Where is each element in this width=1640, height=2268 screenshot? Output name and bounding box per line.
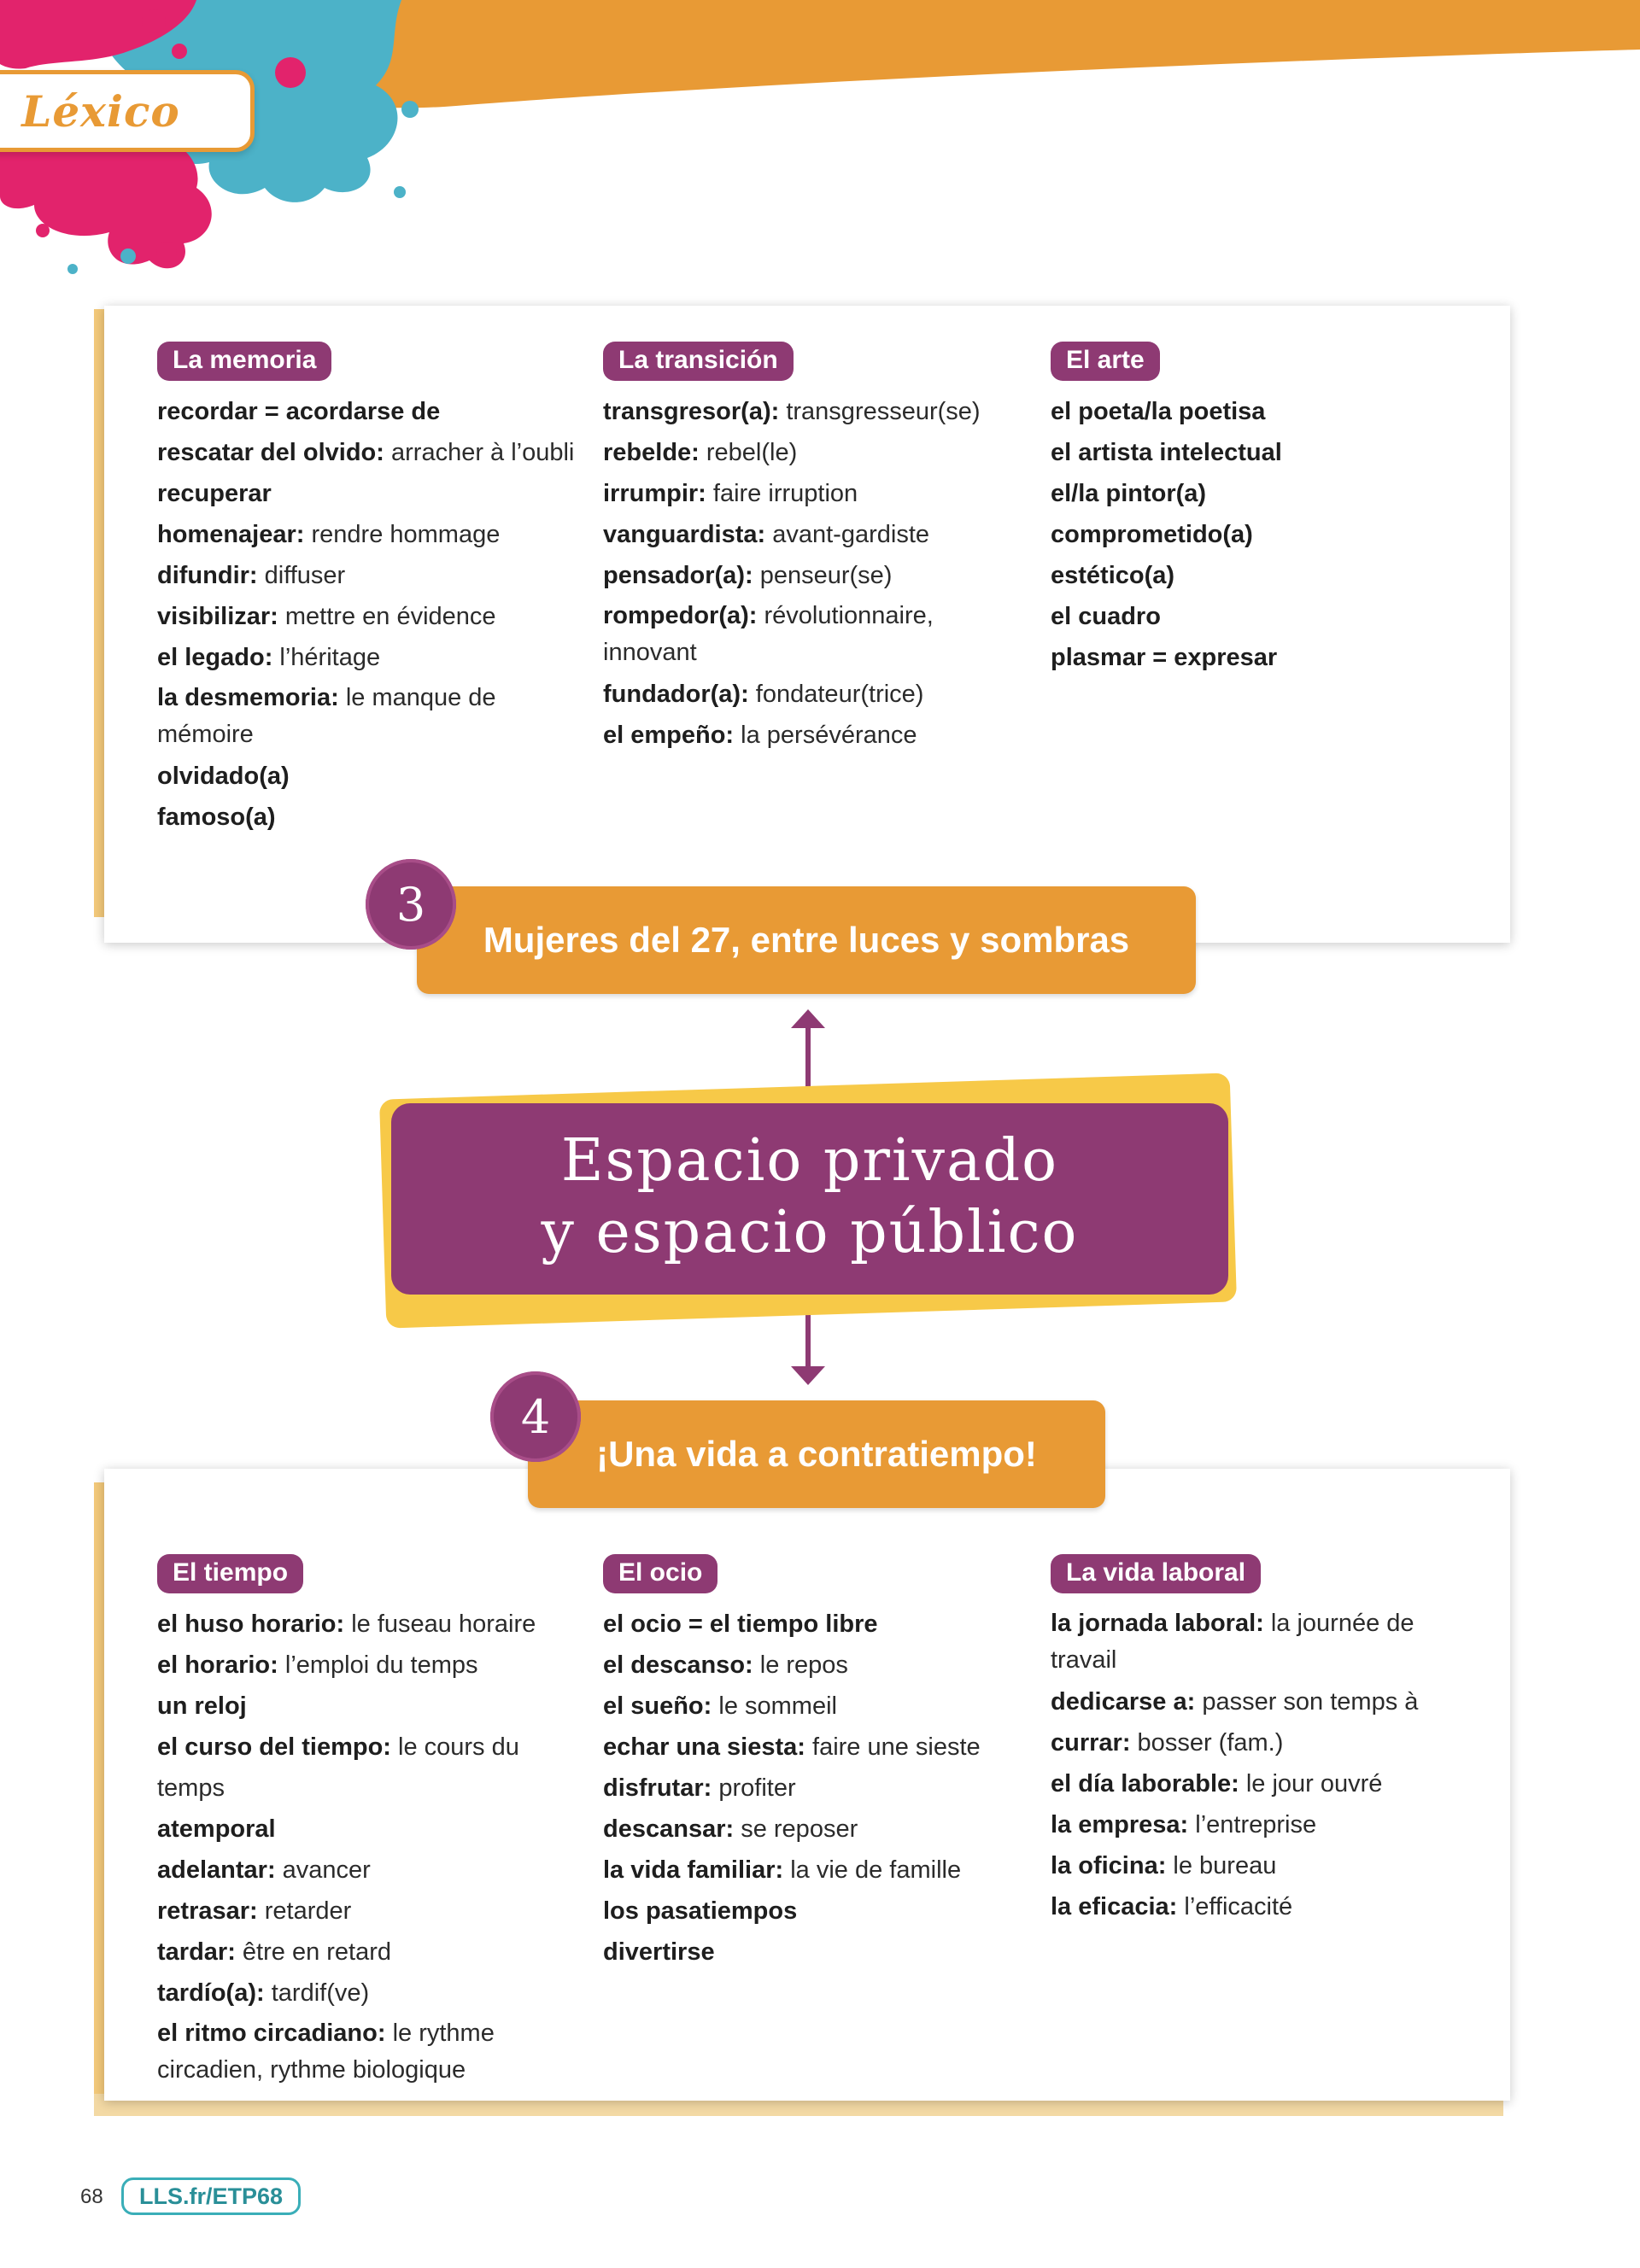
- vocab-item: retrasar: retarder: [157, 1897, 352, 1925]
- vocab-card-top: [104, 306, 1510, 943]
- section-4-title: ¡Una vida a contratiempo!: [596, 1434, 1037, 1474]
- vocab-item: el curso del tiempo: le cours du temps: [157, 1733, 519, 1802]
- splash-dot: [36, 224, 50, 237]
- vocab-item: visibilizar: mettre en évidence: [157, 603, 496, 630]
- vocab-item: tardar: être en retard: [157, 1938, 392, 1966]
- vocab-item: currar: bosser (fam.): [1051, 1729, 1284, 1757]
- column-heading: El ocio: [603, 1554, 718, 1593]
- vocab-item: el/la pintor(a): [1051, 480, 1207, 507]
- section-3-title: Mujeres del 27, entre luces y sombras: [483, 920, 1130, 960]
- page-number: 68: [80, 2185, 103, 2208]
- vocab-item: fundador(a): fondateur(trice): [603, 681, 924, 708]
- vocab-item: el ocio = el tiempo libre: [603, 1610, 878, 1638]
- column-heading: La vida laboral: [1051, 1554, 1261, 1593]
- vocab-column-la-vida-laboral: [1051, 1554, 1478, 1927]
- vocab-column-el-ocio: [603, 1554, 1030, 1973]
- column-heading: La transición: [603, 342, 794, 381]
- vocab-item: rebelde: rebel(le): [603, 439, 798, 466]
- section-3-title-bar: [417, 886, 1196, 994]
- vocab-item: irrumpir: faire irruption: [603, 480, 858, 507]
- vocab-item: la oficina: le bureau: [1051, 1852, 1277, 1879]
- vocab-item: homenajear: rendre hommage: [157, 521, 501, 548]
- vocab-item: atemporal: [157, 1815, 276, 1843]
- central-topic-line-2: y espacio público: [541, 1199, 1079, 1266]
- vocab-card-bottom: [104, 1469, 1510, 2101]
- section-4-number: 4: [490, 1371, 581, 1462]
- vocab-item: dedicarse a: passer son temps à: [1051, 1688, 1419, 1716]
- vocab-item: difundir: diffuser: [157, 562, 346, 589]
- vocab-item: la vida familiar: la vie de famille: [603, 1856, 962, 1884]
- column-heading: La memoria: [157, 342, 331, 381]
- resource-link[interactable]: LLS.fr/ETP68: [121, 2177, 301, 2215]
- vocab-item: estético(a): [1051, 562, 1175, 589]
- splash-dot: [401, 101, 419, 118]
- vocab-item: el horario: l’emploi du temps: [157, 1651, 478, 1679]
- vocab-item: olvidado(a): [157, 763, 290, 790]
- orange-banner: [256, 0, 1640, 108]
- column-heading: El arte: [1051, 342, 1160, 381]
- splash-dot: [156, 242, 177, 262]
- vocab-item: el sueño: le sommeil: [603, 1692, 837, 1720]
- vocab-item: comprometido(a): [1051, 521, 1253, 548]
- vocab-item: recuperar: [157, 480, 272, 507]
- vocab-item: la jornada laboral: la journée de travail: [1051, 1610, 1414, 1674]
- vocab-column-la-transicion: [603, 342, 1030, 756]
- splash-dot: [394, 186, 406, 198]
- vocab-item: la empresa: l’entreprise: [1051, 1811, 1317, 1838]
- vocab-item: el cuadro: [1051, 603, 1161, 630]
- section-tab: [0, 70, 255, 152]
- central-topic: [391, 1103, 1228, 1295]
- vocab-item: el poeta/la poetisa: [1051, 398, 1266, 425]
- vocab-item: tardío(a): tardif(ve): [157, 1979, 370, 2007]
- vocab-item: famoso(a): [157, 804, 276, 831]
- section-title: Léxico: [21, 86, 180, 137]
- splash-dot: [67, 264, 78, 274]
- vocab-item: vanguardista: avant-gardiste: [603, 521, 929, 548]
- vocab-item: la eficacia: l’efficacité: [1051, 1893, 1293, 1920]
- vocab-item: el artista intelectual: [1051, 439, 1282, 466]
- section-3-number: 3: [366, 859, 456, 950]
- vocab-item: plasmar = expresar: [1051, 644, 1278, 671]
- column-heading: El tiempo: [157, 1554, 303, 1593]
- central-topic-line-1: Espacio privado: [560, 1127, 1059, 1195]
- vocab-item: el huso horario: le fuseau horaire: [157, 1610, 536, 1638]
- vocab-item: pensador(a): penseur(se): [603, 562, 893, 589]
- splash-dot: [172, 44, 187, 59]
- vocab-item: descansar: se reposer: [603, 1815, 858, 1843]
- vocab-item: un reloj: [157, 1692, 247, 1720]
- vocab-item: divertirse: [603, 1938, 715, 1966]
- vocab-item: el legado: l’héritage: [157, 644, 381, 671]
- vocab-column-el-arte: [1051, 342, 1478, 678]
- vocab-column-el-tiempo: [157, 1554, 584, 2091]
- vocab-item: transgresor(a): transgresseur(se): [603, 398, 981, 425]
- splash-dot: [275, 57, 306, 88]
- vocab-item: recordar = acordarse de: [157, 398, 441, 425]
- vocab-column-la-memoria: [157, 342, 584, 838]
- vocab-item: los pasatiempos: [603, 1897, 798, 1925]
- splash-dot: [142, 9, 166, 33]
- vocab-item: el día laborable: le jour ouvré: [1051, 1770, 1383, 1797]
- vocab-item: la desmemoria: le manque de mémoire: [157, 684, 496, 748]
- vocab-item: disfrutar: profiter: [603, 1774, 796, 1802]
- splash-dot: [120, 248, 136, 264]
- vocab-item: el empeño: la persévérance: [603, 722, 917, 749]
- section-4-title-bar: [528, 1400, 1105, 1508]
- vocab-item: adelantar: avancer: [157, 1856, 371, 1884]
- vocab-item: el ritmo circadiano: le rythme circadien, rythme biologique: [157, 2020, 495, 2084]
- vocab-item: el descanso: le repos: [603, 1651, 848, 1679]
- vocab-item: echar una siesta: faire une sieste: [603, 1733, 981, 1761]
- vocab-item: rompedor(a): révolutionnaire, innovant: [603, 602, 934, 666]
- vocab-item: rescatar del olvido: arracher à l’oubli: [157, 439, 575, 466]
